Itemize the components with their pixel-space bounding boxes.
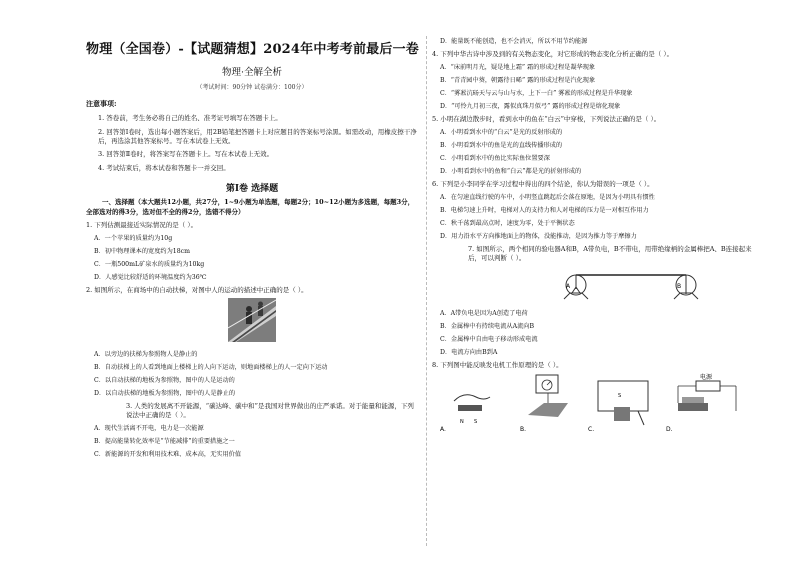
question-option: B．提高能量转化效率是“节能减排”的重要措施之一 <box>94 437 235 445</box>
question-option: A．“床前明月光，疑是地上霜” 霜的形成过程是凝华现象 <box>440 63 596 71</box>
option-label-a: A. <box>440 425 446 433</box>
question-stem: 4. 下列中华古诗中涉及到的有关物态变化，对它形成的物态变化分析正确的是（ ）。 <box>432 50 674 59</box>
question-option: D．能量既不能创造，也不会消灭，所以不用节约能源 <box>440 38 588 45</box>
svg-text:S: S <box>618 392 622 399</box>
question-option: B．电梯匀速上升时，电梯对人的支持力和人对电梯的压力是一对相互作用力 <box>440 206 649 214</box>
question-option: B．自动扶梯上的人看到地面上楼梯上的人向下运动，则地面楼梯上的人一定向下运动 <box>94 364 328 372</box>
question-option: C．小明看到水中的鱼比实际鱼位置要深 <box>440 154 550 162</box>
generator-options-diagram <box>438 371 748 433</box>
question-option: D．电流方向由B到A <box>440 348 498 356</box>
question-option: C．以自动扶梯的地板为参照物，图中的人是运动的 <box>94 377 235 385</box>
question-option: C．一瓶500mL矿泉水的质量约为10kg <box>94 261 205 269</box>
note-item: 1. 答卷前，考生务必将自己的姓名、准考证号填写在答题卡上。 <box>98 114 282 122</box>
svg-text:N: N <box>460 418 464 425</box>
question-option: D．人感觉比较舒适的环境温度约为36℃ <box>94 274 207 282</box>
question-stem: 3. 人类的发展离不开能源，“碳达峰、碳中和”是我国对世界做出的庄严承诺。对于能量和能源，下列说法中正确的是（ ）。 <box>126 402 414 420</box>
question-option: D．“可怜九月初三夜，露似真珠月似弓” 露的形成过程是熔化现象 <box>440 103 621 111</box>
option-label-b: B. <box>520 425 527 433</box>
column-divider <box>426 36 427 546</box>
option-label-c: C. <box>588 425 595 433</box>
electroscope-label-a: A <box>566 282 571 290</box>
question-option: D．以自动扶梯的地板为参照物，图中的人是静止的 <box>94 390 236 398</box>
note-item: 2. 回答第Ⅰ卷时，选出每小题答案后，用2B铅笔把答题卡上对应题目的答案标号涂黑。如需改动，用橡皮擦干净后，再选涂其他答案标号。写在本试卷上无效。 <box>98 127 417 145</box>
option-label-d: D. <box>666 425 673 433</box>
part-instructions: 一、选择题（本大题共12小题，共27分，1~9小题为单选题，每题2分；10~12小题为多选题，每题3分，全部选对的得3分，选对但不全的得2分，选错不得分） <box>86 197 415 216</box>
question-option: A．以旁边的扶梯为参照物人是静止的 <box>94 351 198 359</box>
question-option: A．A带负电是因为A创造了电荷 <box>440 309 528 317</box>
electroscope-diagram <box>556 265 706 301</box>
question-option: A．在匀速直线行驶的车中，小明竖直跳起后会落在原地，是因为小明具有惯性 <box>440 193 655 201</box>
question-option: B．小明看到水中的鱼是光的直线传播形成的 <box>440 141 563 149</box>
page-title: 物理（全国卷）-【试题猜想】2024年中考考前最后一卷 <box>86 42 419 57</box>
right-column <box>432 38 764 437</box>
question-stem: 8. 下列图中能反映发电机工作原理的是（ ）。 <box>432 360 563 369</box>
question-option: B．“青青园中葵，朝露待日晞” 露的形成过程是汽化现象 <box>440 76 596 84</box>
question-option: D．用力沿水平方向推地面上的物体，没能推动，是因为推力等于摩擦力 <box>440 233 637 241</box>
svg-text:S: S <box>474 418 478 425</box>
question-option: C．“雾凇沆砀天与云与山与水，上下一白” 雾凇的形成过程是升华现象 <box>440 89 633 97</box>
page-subtitle: 物理·全解全析 <box>221 67 283 78</box>
figure-option-c <box>588 381 648 433</box>
question-option: B．金属棒中有持续电流从A流向B <box>440 322 534 330</box>
question-option: B．初中物理课本的宽度约为18cm <box>94 248 191 256</box>
figure-option-b <box>520 375 568 433</box>
part-title: 第Ⅰ卷 选择题 <box>225 183 279 194</box>
question-stem: 6. 下列是小李同学在学习过程中得出的四个结论，你认为错误的一项是（ ）。 <box>432 180 654 189</box>
power-supply-label: 电源 <box>700 373 713 381</box>
question-stem: 7. 如图所示，两个相同的验电器A和B，A带负电，B不带电，用带绝缘柄的金属棒把A、B连接起来后，可以判断（ ）。 <box>468 245 752 262</box>
question-stem: 5. 小明在湖边散步时，看到水中的鱼在“白云”中穿梭，下列说法正确的是（ ）。 <box>432 115 661 124</box>
question-option: C．金属棒中自由电子移动形成电流 <box>440 335 538 343</box>
note-item: 3. 回答第Ⅱ卷时，将答案写在答题卡上。写在本试卷上无效。 <box>98 150 274 159</box>
question-stem: 2. 如图所示，在商场中的自动扶梯，对图中人的运动的描述中正确的是（ ）。 <box>86 286 308 295</box>
question-option: A．小明看到水中的“白云”是光的反射形成的 <box>440 128 563 136</box>
notes-heading: 注意事项: <box>86 99 117 108</box>
question-option: A．现代生活离不开电，电力是一次能源 <box>94 424 204 432</box>
left-column <box>86 38 418 459</box>
escalator-photo <box>228 298 276 342</box>
exam-meta: （考试时间：90分钟 试卷满分：100分） <box>196 84 308 91</box>
figure-option-d <box>666 373 736 433</box>
question-option: D．小明看到水中的鱼和“白云”都是光的折射形成的 <box>440 168 582 176</box>
question-option: A．一个苹果的质量约为10g <box>94 235 173 243</box>
note-item: 4. 考试结束后，将本试卷和答题卡一并交回。 <box>98 164 230 173</box>
question-option: C．新能源的开发和利用技术难、成本高，无实用价值 <box>94 451 242 459</box>
electroscope-label-b: B <box>677 282 682 290</box>
question-option: C．秋千荡到最高点时，速度为零，处于平衡状态 <box>440 219 575 227</box>
question-stem: 1. 下列估测最接近实际情况的是（ ）。 <box>86 221 198 230</box>
figure-option-a <box>440 394 490 432</box>
